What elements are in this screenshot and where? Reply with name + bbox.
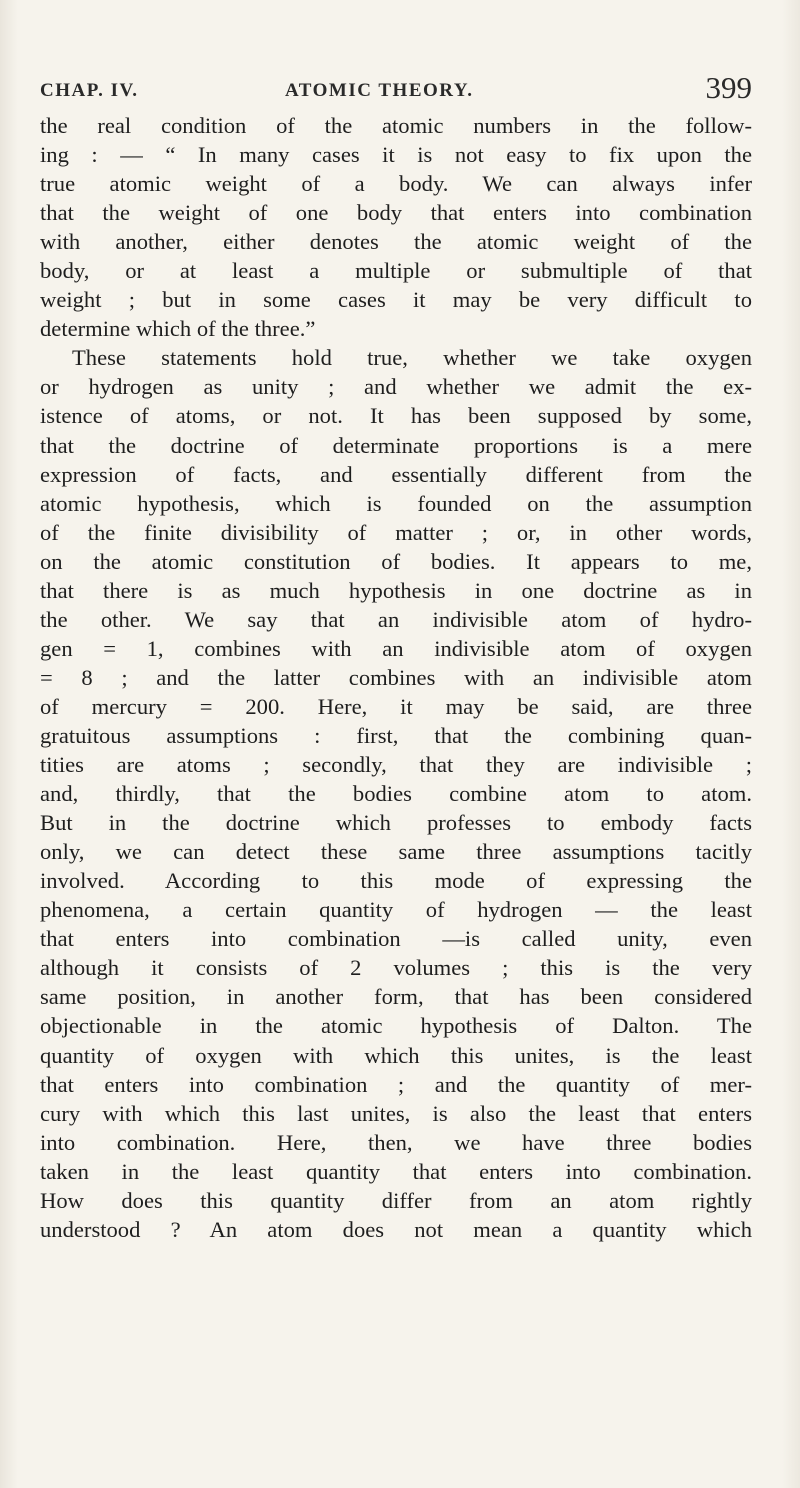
text-line: that there is as much hypothesis in one doctrine as in [40,577,752,603]
text-line: determine which of the three.” [40,316,316,342]
text-line: phenomena, a certain quantity of hydrogen — the least [40,897,752,923]
text-line: gratuitous assumptions : first, that the combining quan- [40,722,752,748]
text-line: quantity of oxygen with which this unites, is the least [40,1042,752,1068]
text-line: that the doctrine of determinate proportions is a mere [40,432,752,458]
text-line: the real condition of the atomic numbers in the follow- [40,113,752,138]
text-line: the other. We say that an indivisible atom of hydro- [40,606,752,632]
body-text [40,111,752,1244]
text-line: that enters into combination —is called unity, even [40,926,752,952]
text-line: understood ? An atom does not mean a quantity which [40,1216,752,1242]
page-number: 399 [705,70,752,105]
text-line: weight ; but in some cases it may be very difficult to [40,287,752,313]
text-line: with another, either denotes the atomic weight of the [40,229,752,255]
text-line: same position, in another form, that has been considered [40,984,752,1010]
text-line: on the atomic constitution of bodies. It appears to me, [40,548,752,574]
text-line: body, or at least a multiple or submultiple of that [40,258,752,284]
running-title: ATOMIC THEORY. [285,80,474,101]
text-line: objectionable in the atomic hypothesis of Dalton. The [40,1013,752,1039]
text-line: How does this quantity differ from an atom rightly [40,1187,752,1213]
text-line: tities are atoms ; secondly, that they are indivisible ; [40,752,752,778]
chapter-label: CHAP. IV. [40,80,139,101]
text-line: only, we can detect these same three assumptions tacitly [40,839,752,865]
text-line: of mercury = 200. Here, it may be said, are three [40,693,752,719]
running-head [40,70,752,110]
text-line: But in the doctrine which professes to embody facts [40,810,752,836]
text-line: of the finite divisibility of matter ; or, in other words, [40,519,752,545]
text-line: true atomic weight of a body. We can always infer [40,171,752,197]
text-line: that enters into combination ; and the quantity of mer- [40,1071,752,1097]
text-line: These statements hold true, whether we take oxygen [72,345,752,371]
text-line: expression of facts, and essentially different from the [40,461,752,487]
text-line: ing : — “ In many cases it is not easy to fix upon the [40,142,752,168]
text-line: into combination. Here, then, we have three bodies [40,1129,752,1155]
text-line: gen = 1, combines with an indivisible atom of oxygen [40,635,752,661]
text-line: cury with which this last unites, is also the least that enters [40,1100,752,1126]
text-line: and, thirdly, that the bodies combine atom to atom. [40,781,752,807]
text-line: that the weight of one body that enters into combination [40,200,752,226]
text-line: = 8 ; and the latter combines with an indivisible atom [40,664,752,690]
text-line: or hydrogen as unity ; and whether we admit the ex- [40,374,752,400]
text-line: although it consists of 2 volumes ; this is the very [40,955,752,981]
text-line: taken in the least quantity that enters into combination. [40,1158,752,1184]
text-line: atomic hypothesis, which is founded on the assumption [40,490,752,516]
text-line: istence of atoms, or not. It has been supposed by some, [40,403,752,429]
text-line: involved. According to this mode of expressing the [40,868,752,894]
